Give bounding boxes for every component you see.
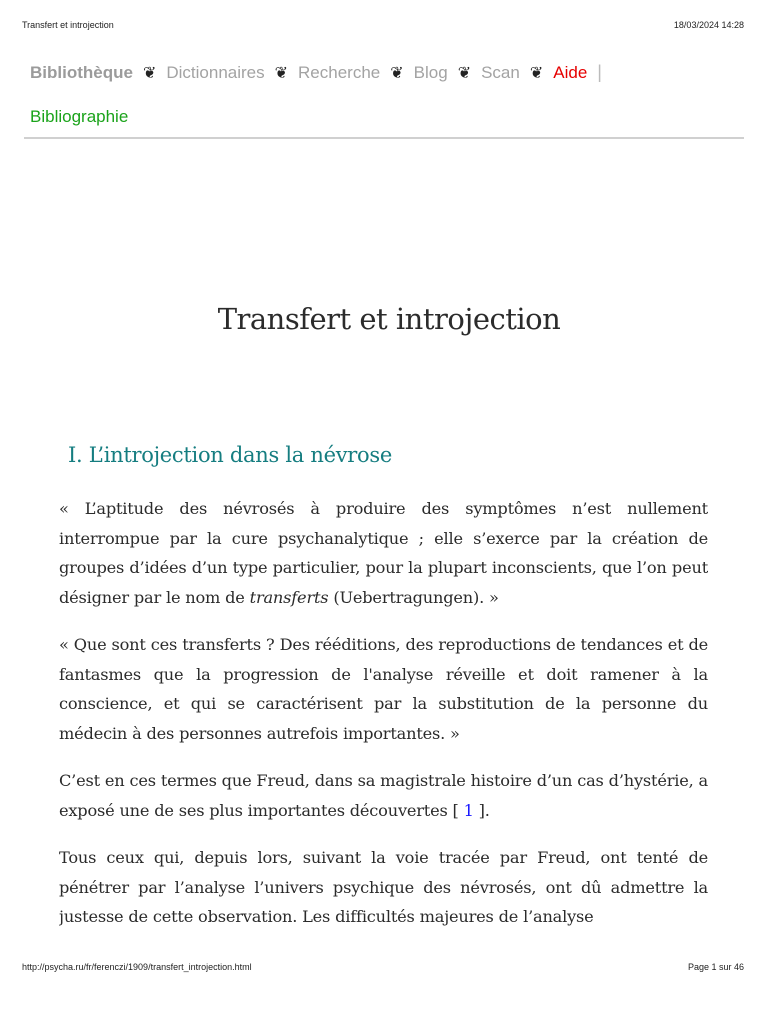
paragraph: [59, 766, 708, 825]
footnote-link[interactable]: 1: [463, 800, 474, 820]
paragraph-text: (Uebertragungen). »: [328, 587, 499, 607]
header-divider: [24, 137, 744, 139]
paragraph: [59, 494, 708, 612]
nav-second-row: [30, 107, 128, 127]
nav-link-blog[interactable]: Blog: [413, 62, 448, 82]
paragraph-text: C’est en ces termes que Freud, dans sa magistrale histoire d’un cas d’hystérie, a exposé une de ses plus importantes découvertes [: [59, 771, 708, 820]
nav-link-scan[interactable]: Scan: [481, 62, 520, 82]
fleuron-separator-icon: ❦: [529, 64, 544, 82]
print-header: [22, 20, 744, 30]
paragraph-text: « L’aptitude des névrosés à produire des symptômes n’est nullement interrompue par la cure psychanalytique ; elle s’exerce par la création de groupes d’idées d’un type particulier, pour la plupart inconscients, que l’on peut désigner par le nom de: [59, 499, 708, 607]
nav-link-aide[interactable]: Aide: [553, 62, 588, 82]
paragraph: Tous ceux qui, depuis lors, suivant la voie tracée par Freud, ont tenté de pénétrer par l’analyse l’univers psychique des névrosés, ont dû admettre la justesse de cette observation. Les difficultés majeures de l’analyse: [59, 848, 708, 926]
nav-link-dictionnaires[interactable]: Dictionnaires: [166, 62, 265, 82]
article-body: [59, 494, 708, 934]
nav-link-bibliotheque[interactable]: Bibliothèque: [30, 62, 133, 82]
page-title: Transfert et introjection: [217, 302, 561, 336]
paragraph: « Que sont ces transferts ? Des rééditions, des reproductions de tendances et de fantasmes que la progression de l'analyse réveille et doit ramener à la conscience, et qui se caractérisent par la substitution de la personne du médecin à des personnes autrefois importantes. »: [59, 635, 708, 743]
fleuron-separator-icon: ❦: [142, 64, 157, 82]
section-heading: I. L’introjection dans la névrose: [68, 443, 392, 467]
print-footer-page: Page 1 sur 46: [687, 962, 744, 972]
paragraph-text: ].: [473, 800, 490, 820]
nav-link-recherche[interactable]: Recherche: [298, 62, 381, 82]
fleuron-separator-icon: ❦: [457, 64, 472, 82]
nav-divider: |: [597, 62, 602, 82]
print-footer: [22, 962, 744, 972]
fleuron-separator-icon: ❦: [390, 64, 404, 82]
print-footer-url: http://psycha.ru/fr/ferenczi/1909/transfert_introjection.html: [22, 962, 252, 972]
emphasis-text: transferts: [249, 587, 329, 607]
print-header-title: Transfert et introjection: [22, 20, 114, 30]
print-header-datetime: 18/03/2024 14:28: [673, 20, 744, 30]
nav-link-bibliographie[interactable]: Bibliographie: [30, 107, 129, 126]
site-navigation: [30, 62, 745, 83]
fleuron-separator-icon: ❦: [274, 64, 289, 82]
